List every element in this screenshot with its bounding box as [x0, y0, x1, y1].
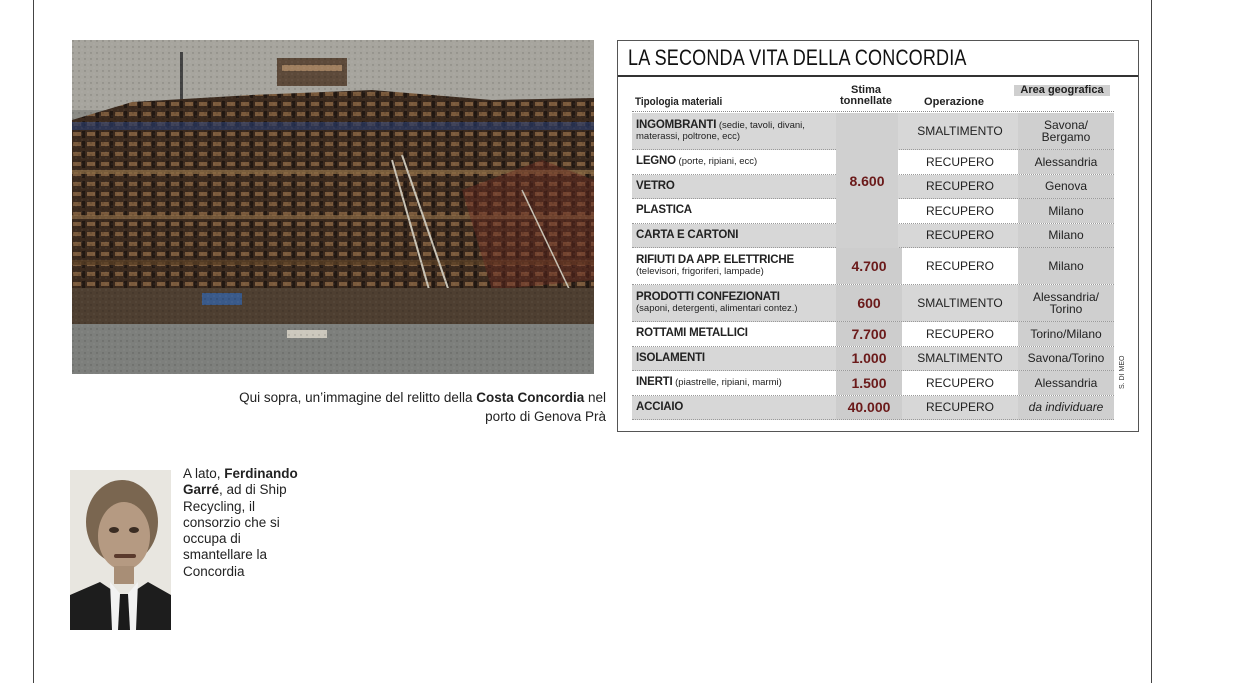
stima-cell: 7.700	[836, 322, 902, 346]
material-name: CARTA E CARTONI	[636, 228, 739, 241]
table-row	[632, 347, 1114, 372]
portrait-caption-prefix: A lato,	[183, 466, 225, 481]
title-divider	[618, 75, 1138, 77]
material-cell	[636, 371, 844, 395]
stima-cell: 40.000	[836, 396, 902, 420]
ship-caption-bold: Costa Concordia	[476, 390, 585, 405]
graphic-credit: S. DI MEO	[1119, 355, 1126, 389]
table-row	[632, 248, 1114, 285]
material-detail: (piastrelle, ripiani, marmi)	[672, 377, 782, 388]
material-name: ACCIAIO	[636, 400, 684, 413]
operazione-cell: RECUPERO	[925, 179, 994, 194]
table-row	[632, 285, 1114, 322]
ship-photo-caption	[230, 388, 606, 426]
portrait-photo	[70, 470, 171, 630]
material-cell	[636, 199, 844, 223]
header-material: Tipologia materiali	[635, 96, 723, 108]
area-cell: Milano	[1018, 224, 1114, 248]
merged-stima-value: 8.600	[836, 113, 898, 248]
materials-table	[617, 40, 1139, 432]
material-cell	[636, 175, 844, 199]
header-stima: Stima tonnellate	[840, 84, 892, 107]
material-name: INGOMBRANTI	[636, 119, 717, 131]
material-name: VETRO	[636, 179, 675, 192]
operazione-cell: SMALTIMENTO	[917, 296, 1003, 310]
operazione-cell: RECUPERO	[925, 400, 994, 415]
area-cell: da individuare	[1018, 396, 1114, 420]
table-title: LA SECONDA VITA DELLA CONCORDIA	[628, 45, 967, 70]
stima-cell: 1.000	[836, 347, 902, 371]
material-cell	[636, 396, 844, 420]
material-name: PRODOTTI CONFEZIONATI	[636, 291, 780, 303]
material-cell	[636, 150, 844, 174]
operazione-cell: SMALTIMENTO	[917, 124, 1003, 138]
table-row	[632, 396, 1114, 421]
stima-cell: 600	[836, 285, 902, 321]
area-cell: Savona/Torino	[1018, 347, 1114, 371]
material-name: LEGNO	[636, 155, 676, 167]
material-detail: (saponi, detergenti, alimentari contez.)	[636, 302, 798, 314]
material-cell	[636, 322, 844, 346]
header-operazione: Operazione	[924, 96, 984, 108]
stima-cell: 4.700	[836, 248, 902, 284]
material-name: INERTI	[636, 376, 673, 388]
operazione-cell: RECUPERO	[925, 203, 994, 218]
page-border-left	[33, 0, 34, 683]
portrait-caption	[183, 466, 303, 580]
ship-wreck-photo	[72, 40, 594, 374]
area-cell: Alessandria/ Torino	[1018, 285, 1114, 321]
area-cell: Alessandria	[1018, 150, 1114, 174]
operazione-cell: SMALTIMENTO	[917, 351, 1003, 366]
material-detail: (televisori, frigoriferi, lampade)	[636, 265, 764, 277]
operazione-cell: RECUPERO	[925, 326, 994, 341]
ship-caption-prefix: Qui sopra, un’immagine del relitto della	[239, 390, 477, 405]
header-divider	[632, 111, 1114, 112]
material-cell	[636, 285, 844, 321]
area-cell: Torino/Milano	[1018, 322, 1114, 346]
area-cell: Alessandria	[1018, 371, 1114, 395]
table-row	[632, 322, 1114, 347]
material-cell	[636, 248, 844, 284]
material-detail: (porte, ripiani, ecc)	[675, 156, 758, 167]
header-area: Area geografica	[1014, 85, 1110, 96]
operazione-cell: RECUPERO	[925, 154, 994, 169]
area-cell: Savona/ Bergamo	[1018, 113, 1114, 149]
stima-cell: 1.500	[836, 371, 902, 395]
operazione-cell: RECUPERO	[925, 375, 994, 390]
material-detail: (sedie, tavoli, divani, materassi, poltrone, ecc)	[636, 120, 805, 142]
portrait-caption-suffix: , ad di Ship Recycling, il consorzio che si occupa di smantellare la Concordia	[183, 482, 287, 579]
page-border-right	[1151, 0, 1152, 683]
area-cell: Milano	[1018, 199, 1114, 223]
area-cell: Milano	[1018, 248, 1114, 284]
ship-caption-suffix: nel porto di Genova Prà	[485, 390, 606, 424]
material-cell	[636, 224, 844, 248]
portrait-caption-bold: Ferdinando Garré	[183, 466, 298, 498]
material-name: ISOLAMENTI	[636, 351, 705, 364]
operazione-cell: RECUPERO	[925, 228, 994, 243]
table-row	[632, 371, 1114, 396]
area-cell: Genova	[1018, 175, 1114, 199]
material-name: ROTTAMI METALLICI	[636, 327, 748, 339]
operazione-cell: RECUPERO	[925, 259, 994, 273]
material-cell	[636, 347, 844, 371]
material-name: RIFIUTI DA APP. ELETTRICHE	[636, 254, 794, 266]
material-name: PLASTICA	[636, 204, 692, 216]
material-cell	[636, 113, 844, 149]
